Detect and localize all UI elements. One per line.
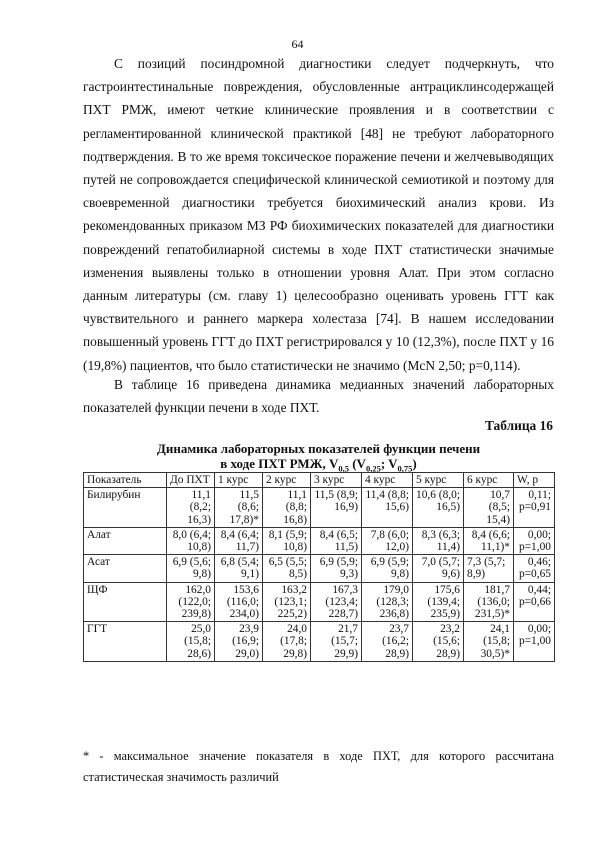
row-label: Алат bbox=[84, 527, 167, 554]
table-cell: 8,4 (6,4; 11,7) bbox=[215, 527, 263, 554]
table-row bbox=[84, 488, 555, 528]
table-cell: 0,11; p=0,91 bbox=[514, 488, 555, 528]
table-cell: 179,0 (128,3; 236,8) bbox=[362, 582, 413, 622]
table-row bbox=[84, 555, 555, 582]
table-cell: 23,2 (15,6; 28,9) bbox=[413, 622, 464, 662]
table-cell: 24,1 (15,8; 30,5)* bbox=[464, 622, 514, 662]
table-cell: 11,1 (8,2; 16,3) bbox=[167, 488, 215, 528]
column-header: До ПХТ bbox=[167, 473, 215, 488]
column-header: 4 курс bbox=[362, 473, 413, 488]
column-header: 5 курс bbox=[413, 473, 464, 488]
table-header-row bbox=[84, 473, 555, 488]
table-title-line-1: Динамика лабораторных показателей функции печени bbox=[156, 441, 481, 456]
table-cell: 7,3 (5,7; 8,9) bbox=[464, 555, 514, 582]
column-header: 1 курс bbox=[215, 473, 263, 488]
table-row bbox=[84, 622, 555, 662]
table-footnote: * - максимальное значение показателя в ходе ПХТ, для которого рассчитана статистическая значимость различий bbox=[83, 749, 554, 784]
row-label: ЩФ bbox=[84, 582, 167, 622]
table-label: Таблица 16 bbox=[484, 418, 553, 433]
table-cell: 11,5 (8,9; 16,9) bbox=[311, 488, 362, 528]
table-cell: 162,0 (122,0; 239,8) bbox=[167, 582, 215, 622]
table-cell: 6,9 (5,9; 9,8) bbox=[362, 555, 413, 582]
table-cell: 0,44; p=0,66 bbox=[514, 582, 555, 622]
body-paragraph-1: С позиций посиндромной диагностики следует подчеркнуть, что гастроинтестинальные повреждения, обусловленные антрациклинсодержащей ПХТ РМЖ, имеют четкие клинические проявления и в соответствии с регламентированной клинической практикой [48] не требуют лабораторного подтверждения. В то же время токсическое поражение печени и желчевыводящих путей не сопровождается специфической клинической семиотикой и поэтому для своевременной диагностики требуется биохимический анализ крови. Из рекомендованных приказом МЗ РФ биохимических показателей для диагностики повреждений гепатобилиарной системы в ходе ПХТ статистически значимые изменения выявлены только в отношении уровня Алат. При этом согласно данным литературы (см. главу 1) целесообразно оценивать уровень ГГТ как чувствительного и раннего маркера холестаза [74]. В нашем исследовании повышенный уровень ГГТ до ПХТ регистрировался у 10 (12,3%), после ПХТ у 16 (19,8%) пациентов, что было статистически не значимо (McN 2,50; p=0,114). bbox=[83, 56, 554, 373]
row-label: Асат bbox=[84, 555, 167, 582]
liver-function-table bbox=[83, 472, 555, 662]
table-cell: 23,9 (16,9; 29,0) bbox=[215, 622, 263, 662]
table-cell: 10,7 (8,5; 15,4) bbox=[464, 488, 514, 528]
table-cell: 8,4 (6,5; 11,5) bbox=[311, 527, 362, 554]
table-title-line-2: в ходе ПХТ РМЖ, $V_{0,5}$ ($V_{0,25}$; $V_{0,75}$) bbox=[220, 456, 417, 474]
page-number: 64 bbox=[291, 37, 304, 51]
table-cell: 8,3 (6,3; 11,4) bbox=[413, 527, 464, 554]
table-cell: 6,8 (5,4; 9,1) bbox=[215, 555, 263, 582]
column-header: 3 курс bbox=[311, 473, 362, 488]
table-cell: 0,00; p=1,00 bbox=[514, 527, 555, 554]
table-cell: 0,00; p=1,00 bbox=[514, 622, 555, 662]
table-cell: 7,0 (5,7; 9,6) bbox=[413, 555, 464, 582]
table-cell: 25,0 (15,8; 28,6) bbox=[167, 622, 215, 662]
table-cell: 11,4 (8,8; 15,6) bbox=[362, 488, 413, 528]
table-row bbox=[84, 582, 555, 622]
table-cell: 153,6 (116,0; 234,0) bbox=[215, 582, 263, 622]
body-paragraph-2: В таблице 16 приведена динамика медианных значений лабораторных показателей функции печени в ходе ПХТ. bbox=[83, 377, 554, 416]
table-cell: 181,7 (136,0; 231,5)* bbox=[464, 582, 514, 622]
table-cell: 175,6 (139,4; 235,9) bbox=[413, 582, 464, 622]
table-cell: 23,7 (16,2; 28,9) bbox=[362, 622, 413, 662]
table-cell: 163,2 (123,1; 225,2) bbox=[263, 582, 311, 622]
table-cell: 24,0 (17,8; 29,8) bbox=[263, 622, 311, 662]
table-cell: 6,5 (5,5; 8,5) bbox=[263, 555, 311, 582]
column-header: Показатель bbox=[84, 473, 167, 488]
table-cell: 0,46; p=0,65 bbox=[514, 555, 555, 582]
column-header: 6 курс bbox=[464, 473, 514, 488]
row-label: Билирубин bbox=[84, 488, 167, 528]
column-header: 2 курс bbox=[263, 473, 311, 488]
table-cell: 8,0 (6,4; 10,8) bbox=[167, 527, 215, 554]
table-cell: 8,1 (5,9; 10,8) bbox=[263, 527, 311, 554]
table-cell: 21,7 (15,7; 29,9) bbox=[311, 622, 362, 662]
table-cell: 6,9 (5,6; 9,8) bbox=[167, 555, 215, 582]
table-cell: 6,9 (5,9; 9,3) bbox=[311, 555, 362, 582]
table-cell: 11,5 (8,6; 17,8)* bbox=[215, 488, 263, 528]
table-cell: 10,6 (8,0; 16,5) bbox=[413, 488, 464, 528]
table-row bbox=[84, 527, 555, 554]
table-cell: 167,3 (123,4; 228,7) bbox=[311, 582, 362, 622]
table-cell: 8,4 (6,6; 11,1)* bbox=[464, 527, 514, 554]
table-cell: 11,1 (8,8; 16,8) bbox=[263, 488, 311, 528]
row-label: ГГТ bbox=[84, 622, 167, 662]
table-cell: 7,8 (6,0; 12,0) bbox=[362, 527, 413, 554]
column-header: W, p bbox=[514, 473, 555, 488]
